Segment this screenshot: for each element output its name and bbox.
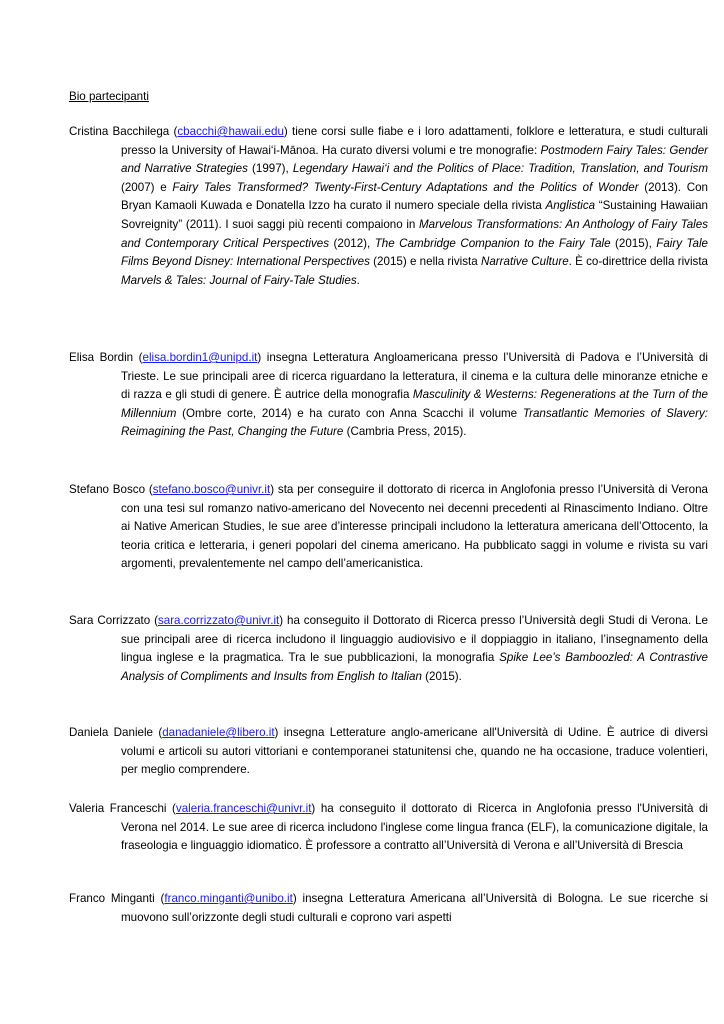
- bio-text-segment: (Cambria Press, 2015).: [343, 425, 467, 439]
- participant-name: Franco Minganti: [69, 892, 155, 905]
- bio-entry: Cristina Bacchilega (cbacchi@hawaii.edu) tiene corsi sulle fiabe e i loro adattamenti, folklore e letteratura, e studi culturali presso la University of Hawai‘i-Mānoa. Ha curato diversi volumi e tre monografie: Postmodern Fairy Tales: Gender and Narrative Strategies (1997), Legendary Hawai‘i and the Politics of Place: Tradition, Translation, and Tourism (2007) e Fairy Tales Transformed? Twenty-First-Century Adaptations and the Politics of Wonder (2013). Con Bryan Kamaoli Kuwada e Donatella Izzo ha curato il numero speciale della rivista Anglistica “Sustaining Hawaiian Sovreignity” (2011). I suoi saggi più recenti compaiono in Marvelous Transformations: An Anthology of Fairy Tales and Contemporary Critical Perspectives (2012), The Cambridge Companion to the Fairy Tale (2015), Fairy Tale Films Beyond Disney: International Perspectives (2015) e nella rivista Narrative Culture. È co-direttrice della rivista Marvels & Tales: Journal of Fairy-Tale Studies.: [69, 125, 709, 287]
- bio-entry: Elisa Bordin (elisa.bordin1@unipd.it) insegna Letteratura Angloamericana presso l’Università di Padova e l’Università di Trieste. Le sue principali aree di ricerca riguardano la letteratura, il cinema e la cultura delle minoranze etniche e di razza e gli studi di genere. È autrice della monografia Masculinity & Westerns: Regenerations at the Turn of the Millennium (Ombre corte, 2014) e ha curato con Anna Scacchi il volume Transatlantic Memories of Slavery: Reimagining the Past, Changing the Future (Cambria Press, 2015).: [69, 351, 708, 439]
- bio-text-segment: insegna Letteratura Americana all’Università di Bologna. Le sue ricerche si muovono sull’orizzonte degli studi culturali e coprono vari aspetti: [121, 892, 708, 924]
- bio-text-segment: (2012),: [329, 236, 375, 250]
- work-title: The Cambridge Companion to the Fairy Tale: [374, 236, 611, 250]
- bio-text-segment: (2015) e nella rivista: [369, 255, 481, 269]
- work-title: Marvelous Transformations: An Anthology of Fairy Tales and Contemporary Critical Perspectives: [121, 217, 708, 250]
- bio-text-segment: (2015).: [421, 669, 462, 683]
- bio-text: [121, 125, 708, 287]
- bio-text-segment: (1997),: [247, 162, 293, 176]
- email-link[interactable]: stefano.bosco@univr.it: [152, 483, 271, 496]
- participant-name: Sara Corrizzato: [69, 614, 151, 627]
- participant-name: Daniela Daniele: [69, 726, 153, 739]
- email-link[interactable]: sara.corrizzato@univr.it: [157, 614, 280, 627]
- participant-name: Elisa Bordin: [69, 351, 134, 364]
- participant-name: Stefano Bosco: [69, 483, 146, 496]
- bio-text-segment: . È co-direttrice della rivista: [568, 255, 709, 269]
- bio-text-segment: insegna Letterature anglo-americane all'Università di Udine. È autrice di diversi volumi e articoli su autori vittoriani e contemporanei statunitensi che, quando ne ha occasione, traduce volentieri, per meglio comprendere.: [121, 726, 708, 777]
- participant-name: Cristina Bacchilega: [69, 125, 170, 138]
- email-link[interactable]: elisa.bordin1@unipd.it: [142, 351, 258, 364]
- email-link[interactable]: valeria.franceschi@univr.it: [175, 802, 312, 815]
- participant-name: Valeria Franceschi: [69, 802, 167, 815]
- work-title: Transatlantic Memories of Slavery: Reimagining the Past, Changing the Future: [121, 406, 708, 439]
- bio-entry: Valeria Franceschi (valeria.franceschi@univr.it) ha conseguito il dottorato di Ricerca in Anglofonia presso l'Università di Verona nel 2014. Le sue aree di ricerca includono l'inglese come lingua franca (ELF), la comunicazione digitale, la fraseologia e linguaggio idiomatico. È professore a contratto all’Università di Verona e all’Università di Brescia: [69, 802, 708, 853]
- work-title: Legendary Hawai‘i and the Politics of Place: Tradition, Translation, and Tourism: [292, 162, 708, 176]
- email-link[interactable]: danadaniele@libero.it: [162, 726, 275, 739]
- bio-text: [121, 351, 708, 438]
- bio-text-segment: “Sustaining Hawaiian Sovreignity” (2011). I suoi saggi più recenti compaiono in: [121, 199, 709, 231]
- bio-text-segment: ha conseguito il Dottorato di Ricerca presso l’Università degli Studi di Verona. Le sue principali aree di ricerca includono il linguaggio audiovisivo e il doppiaggio in italiano, l’insegnamento della lingua inglese e la pragmatica. Tra le sue pubblicazioni, la monografia: [121, 614, 708, 665]
- bio-text-segment: (2013). Con Bryan Kamaoli Kuwada e Donatella Izzo ha curato il numero speciale della rivista: [121, 180, 708, 213]
- work-title: Fairy Tale Films Beyond Disney: International Perspectives: [121, 236, 708, 269]
- work-title: Narrative Culture: [480, 255, 569, 269]
- bio-text: [121, 483, 708, 570]
- work-title: Anglistica: [545, 199, 596, 213]
- email-link[interactable]: franco.minganti@unibo.it: [164, 892, 293, 905]
- bio-text-segment: insegna Letteratura Angloamericana presso l’Università di Padova e l’Università di Trieste. Le sue principali aree di ricerca riguardano la letteratura, il cinema e la cultura delle minoranze etniche e di razza e gli studi di genere. È autrice della monografia: [121, 351, 708, 402]
- work-title: Postmodern Fairy Tales: Gender and Narrative Strategies: [121, 143, 708, 176]
- work-title: Spike Lee’s Bamboozled: A Contrastive Analysis of Compliments and Insults from English to Italian: [121, 651, 709, 683]
- bio-entry: Daniela Daniele (danadaniele@libero.it) insegna Letterature anglo-americane all'Università di Udine. È autrice di diversi volumi e articoli su autori vittoriani e contemporanei statunitensi che, quando ne ha occasione, traduce volentieri, per meglio comprendere.: [69, 726, 708, 777]
- bio-text-segment: .: [356, 273, 360, 287]
- bio-text-segment: (2015),: [610, 236, 657, 250]
- work-title: Marvels & Tales: Journal of Fairy-Tale Studies: [121, 273, 357, 287]
- bio-entry: Stefano Bosco (stefano.bosco@univr.it) sta per conseguire il dottorato di ricerca in Anglofonia presso l’Università di Verona con una tesi sul romanzo nativo-americano del Novecento nei decenni precedenti al Rinascimento Indiano. Oltre ai Native American Studies, le sue aree d’interesse principali includono la letteratura americana dell’Ottocento, la teoria critica e letteraria, i generi popolari del cinema americano. Ha pubblicato saggi in volume e rivista su vari argomenti, prevalentemente nel campo dell’americanistica.: [69, 483, 708, 571]
- section-heading: Bio partecipanti: [69, 90, 149, 103]
- email-link[interactable]: cbacchi@hawaii.edu: [177, 125, 284, 138]
- bio-entry: Franco Minganti (franco.minganti@unibo.it) insegna Letteratura Americana all’Università di Bologna. Le sue ricerche si muovono sull’orizzonte degli studi culturali e coprono vari aspetti: [69, 892, 708, 924]
- bio-text-segment: sta per conseguire il dottorato di ricerca in Anglofonia presso l’Università di Verona con una tesi sul romanzo nativo-americano del Novecento nei decenni precedenti al Rinascimento Indiano. Oltre ai Native American Studies, le sue aree d’interesse principali includono la letteratura americana dell’Ottocento, la teoria critica e letteraria, i generi popolari del cinema americano. Ha pubblicato saggi in volume e rivista su vari argomenti, prevalentemente nel campo dell’americanistica.: [121, 483, 708, 571]
- work-title: Fairy Tales Transformed? Twenty-First-Century Adaptations and the Politics of Wonder: [172, 180, 639, 194]
- bio-entry: Sara Corrizzato (sara.corrizzato@univr.it) ha conseguito il Dottorato di Ricerca presso l’Università degli Studi di Verona. Le sue principali aree di ricerca includono il linguaggio audiovisivo e il doppiaggio in italiano, l’insegnamento della lingua inglese e la pragmatica. Tra le sue pubblicazioni, la monografia Spike Lee’s Bamboozled: A Contrastive Analysis of Compliments and Insults from English to Italian (2015).: [69, 614, 709, 683]
- bio-text-segment: (2007) e: [121, 180, 173, 194]
- work-title: Masculinity & Westerns: Regenerations at the Turn of the Millennium: [121, 388, 708, 420]
- bio-text-segment: tiene corsi sulle fiabe e i loro adattamenti, folklore e letteratura, e studi culturali presso la University of Hawai‘i-Mānoa. Ha curato diversi volumi e tre monografie:: [121, 125, 708, 157]
- bio-text-segment: (Ombre corte, 2014) e ha curato con Anna Scacchi il volume: [176, 406, 523, 420]
- bio-text-segment: ha conseguito il dottorato di Ricerca in Anglofonia presso l'Università di Verona nel 2014. Le sue aree di ricerca includono l'inglese come lingua franca (ELF), la comunicazione digitale, la fraseologia e linguaggio idiomatico. È professore a contratto all’Università di Verona e all’Università di Brescia: [121, 802, 708, 853]
